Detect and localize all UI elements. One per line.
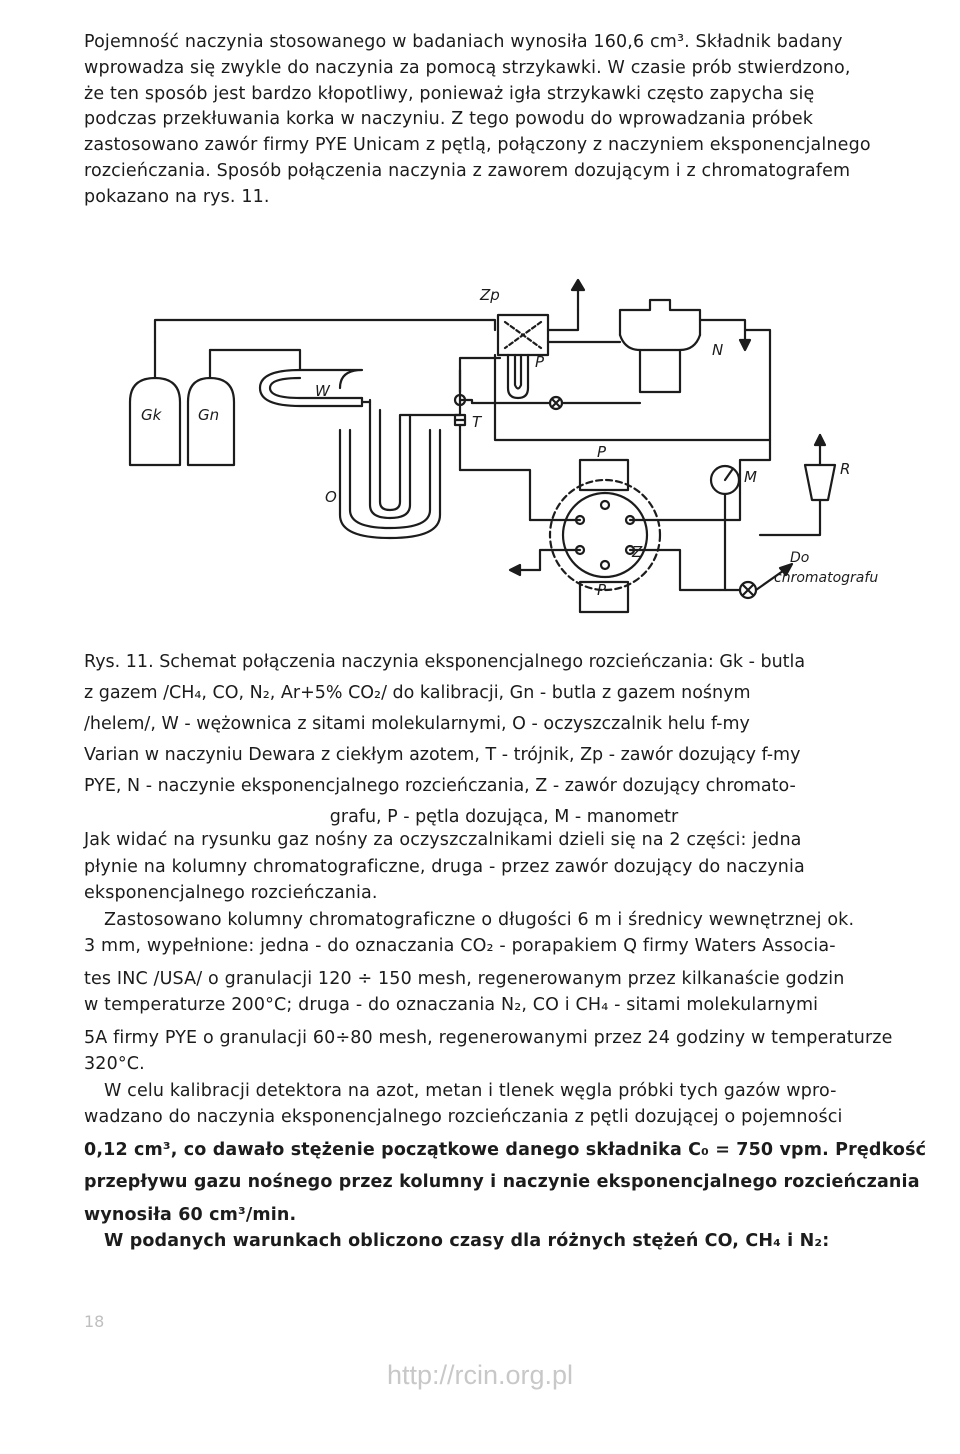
figure-caption [84,647,944,833]
page-number: 18 [84,1312,105,1331]
label-p-bottom: P [597,581,607,599]
caption-line: /helem/, W - wężownica z sitami molekularnymi, O - oczyszczalnik helu f-my [84,714,750,734]
text-line: Jak widać na rysunku gaz nośny za oczyszczalnikami dzieli się na 2 części: jedna [84,830,802,850]
text-line: rozcieńczania. Sposób połączenia naczynia z zaworem dozującym i z chromatografem [84,160,851,181]
caption-line: PYE, N - naczynie eksponencjalnego rozcieńczania, Z - zawór dozujący chromato- [84,776,796,796]
text-line: pokazano na rys. 11. [84,186,270,207]
label-gn: Gn [198,406,220,424]
text-line: wynosiła 60 cm³/min. [84,1204,297,1225]
label-w: W [315,382,330,400]
label-to-chrom-2: chromatografu [774,570,879,586]
body-paragraph [84,827,940,1255]
loop-p [508,355,528,398]
caption-line: Rys. 11. Schemat połączenia naczynia eksponencjalnego rozcieńczania: Gk - butla [84,652,806,672]
label-p-top: P [597,443,607,461]
text-line: wadzano do naczynia eksponencjalnego rozcieńczania z pętli dozującej o pojemności [84,1107,843,1127]
text-line: W podanych warunkach obliczono czasy dla różnych stężeń CO, CH₄ i N₂: [104,1231,830,1251]
text-line: wprowadza się zwykle do naczynia za pomocą strzykawki. W czasie prób stwierdzono, [84,57,851,78]
label-p-loop: P [535,353,545,371]
flowmeter-r [805,465,835,500]
intro-paragraph [84,30,940,211]
label-n: N [712,341,724,359]
text-line: w temperaturze 200°C; druga - do oznaczania N₂, CO i CH₄ - sitami molekularnymi [84,995,819,1015]
text-line: 0,12 cm³, co dawało stężenie początkowe danego składnika C₀ = 750 vpm. Prędkość [84,1139,927,1160]
text-line: przepływu gazu nośnego przez kolumny i naczynie eksponencjalnego rozcieńczania [84,1172,920,1192]
text-line: zastosowano zawór firmy PYE Unicam z pętlą, połączony z naczyniem eksponencjalnego [84,135,871,156]
text-line: płynie na kolumny chromatograficzne, druga - przez zawór dozujący do naczynia [84,856,805,877]
text-line: 5A firmy PYE o granulacji 60÷80 mesh, regenerowanymi przez 24 godziny w temperaturze [84,1027,893,1048]
text-line: Pojemność naczynia stosowanego w badaniach wynosiła 160,6 cm³. Składnik badany [84,32,843,52]
label-r: R [840,460,851,478]
label-m: M [744,468,757,486]
coil-w [260,370,362,406]
label-to-chrom-1: Do [790,550,810,566]
text-line: 3 mm, wypełnione: jedna - do oznaczania CO₂ - porapakiem Q firmy Waters Associa- [84,936,836,956]
label-gk: Gk [141,406,162,424]
vessel-n [620,300,700,335]
valve-z [550,480,660,590]
label-o: O [325,488,337,506]
text-line: podczas przekłuwania korka w naczyniu. Z tego powodu do wprowadzania próbek [84,109,814,130]
text-line: tes INC /USA/ o granulacji 120 ÷ 150 mesh, regenerowanym przez kilkanaście godzin [84,968,845,989]
label-z: Z [632,543,643,561]
connection-schematic [100,270,900,630]
text-line: że ten sposób jest bardzo kłopotliwy, ponieważ igła strzykawki często zapycha się [84,83,815,104]
text-line: 320°C. [84,1054,145,1074]
caption-line: grafu, P - pętla dozująca, M - manometr [329,807,679,827]
text-line: eksponencjalnego rozcieńczania. [84,883,378,903]
text-line: W celu kalibracji detektora na azot, metan i tlenek węgla próbki tych gazów wpro- [104,1080,837,1101]
caption-line: z gazem /CH₄, CO, N₂, Ar+5% CO₂/ do kalibracji, Gn - butla z gazem nośnym [84,683,751,703]
label-zp: Zp [480,286,500,304]
source-url[interactable]: http://rcin.org.pl [386,1360,574,1390]
label-t: T [472,413,482,431]
text-line: Zastosowano kolumny chromatograficzne o długości 6 m i średnicy wewnętrznej ok. [104,909,855,930]
caption-line: Varian w naczyniu Dewara z ciekłym azotem, T - trójnik, Zp - zawór dozujący f-my [84,745,801,765]
